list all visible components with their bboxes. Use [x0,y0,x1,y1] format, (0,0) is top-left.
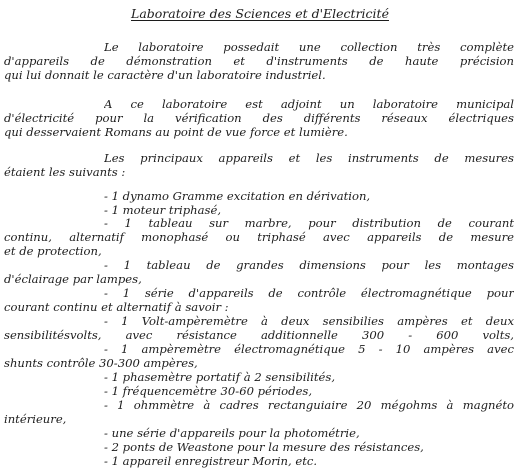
list-item: - 1 ohmmètre à cadres rectanguiaire 20 mégohms à magnéto [104,398,514,412]
list-item: - une série d'appareils pour la photométrie, [104,426,360,440]
list-item: - 1 tableau sur marbre, pour distribution de courant [104,216,514,230]
list-item: - 1 moteur triphasé, [104,203,222,217]
paragraph-1-line-3: qui lui donnait le caractère d'un laboratoire industriel. [4,68,326,82]
list-item: - 1 appareil enregistreur Morin, etc. [104,454,318,468]
list-item: - 1 tableau de grandes dimensions pour les montages [104,258,514,272]
page-title: Laboratoire des Sciences et d'Electricité [131,6,389,21]
list-item: - 1 dynamo Gramme excitation en dérivation, [104,189,371,203]
list-item: - 1 fréquencemètre 30-60 périodes, [104,384,313,398]
list-item: - 1 Volt-ampèremètre à deux sensibilies ampères et deux [104,314,514,328]
paragraph-1-line-2: d'appareils de démonstration et d'instruments de haute précision [4,54,514,68]
paragraph-3-line-2: étaient les suivants : [4,165,126,179]
list-item: - 1 ampèremètre électromagnétique 5 - 10 ampères avec [104,342,514,356]
paragraph-1-line-1: Le laboratoire possedait une collection très complète [104,40,514,54]
list-item: - 2 ponts de Weastone pour la mesure des résistances, [104,440,424,454]
list-item-continuation: shunts contrôle 30-300 ampères, [4,356,198,370]
list-item-continuation: courant continu et alternatif à savoir : [4,300,229,314]
paragraph-2-line-1: A ce laboratoire est adjoint un laboratoire municipal [104,97,514,111]
paragraph-2-line-3: qui desservaient Romans au point de vue force et lumière. [4,125,348,139]
list-item-continuation: d'éclairage par lampes, [4,272,142,286]
list-item-continuation: intérieure, [4,412,67,426]
list-item-continuation: sensibilitésvolts, avec résistance additionnelle 300 - 600 volts, [4,328,514,342]
list-item-continuation: et de protection, [4,244,102,258]
list-item: - 1 phasemètre portatif à 2 sensibilités, [104,370,336,384]
list-item-continuation: continu, alternatif monophasé ou triphasé avec appareils de mesure [4,230,514,244]
list-item: - 1 série d'appareils de contrôle électromagnétique pour [104,286,514,300]
paragraph-2-line-2: d'électricité pour la vérification des différents réseaux électriques [4,111,514,125]
paragraph-3-line-1: Les principaux appareils et les instruments de mesures [104,151,514,165]
